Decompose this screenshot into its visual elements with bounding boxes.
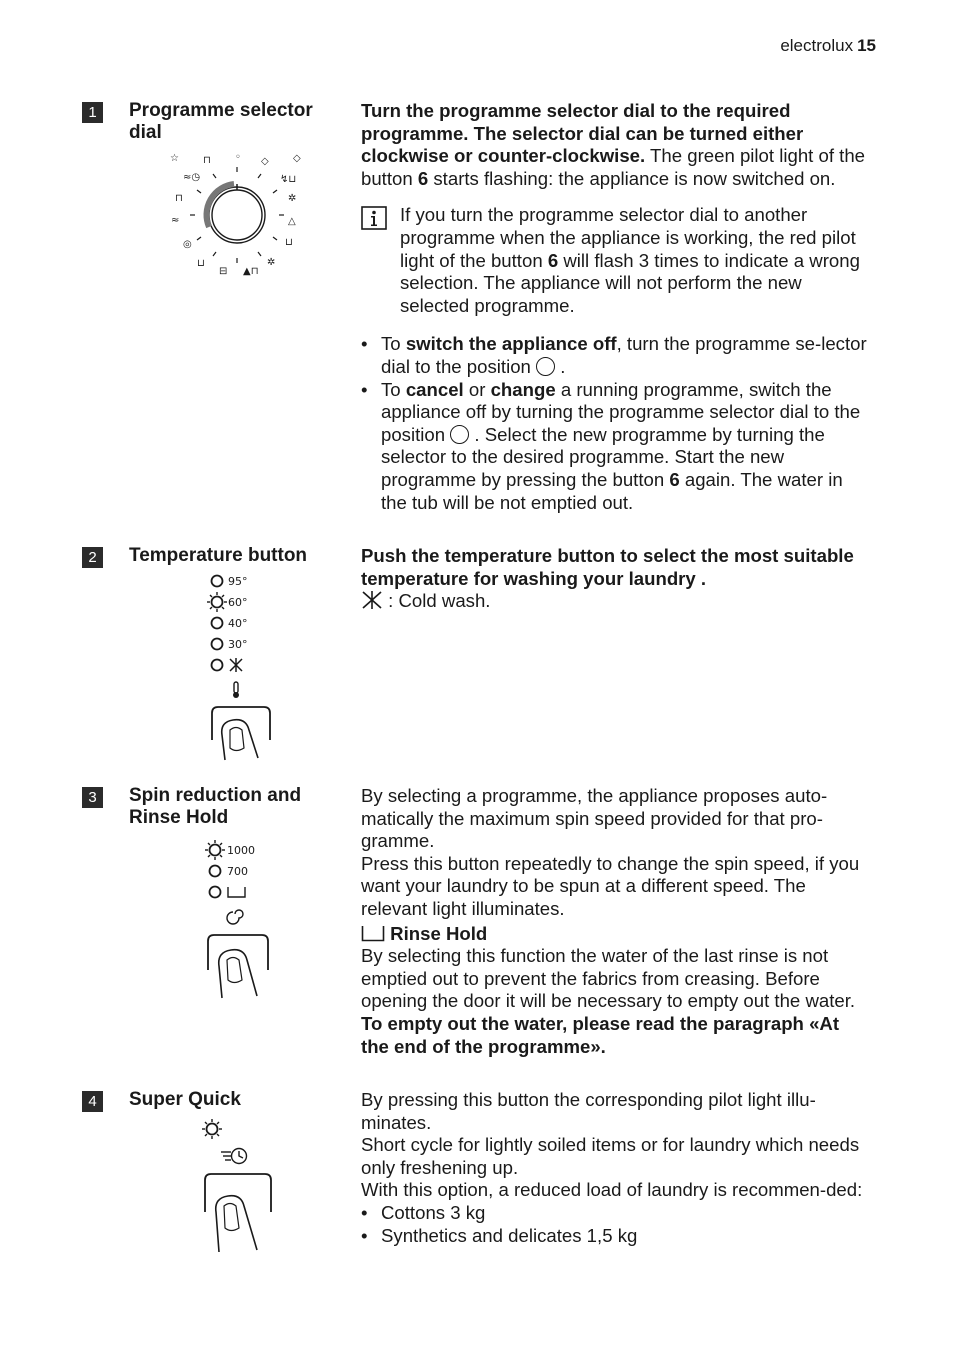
- svg-text:⊓: ⊓: [175, 193, 183, 204]
- bullet-cancel-b: or: [463, 378, 491, 400]
- programme-intro-text-b: starts flashing: the appliance is now switched on.: [428, 167, 836, 189]
- off-position-icon: [536, 357, 555, 376]
- section-number-3: 3: [82, 787, 103, 808]
- svg-text:⊔: ⊔: [285, 237, 293, 248]
- bullet-switch-off-a: To: [381, 333, 406, 355]
- section-title-spin: Spin reduction and Rinse Hold: [129, 785, 302, 828]
- programme-intro: [361, 100, 871, 190]
- off-position-icon: [450, 425, 469, 444]
- load-item-synthetics: • Synthetics and delicates 1,5 kg: [361, 1225, 871, 1248]
- svg-text:↯⊔: ↯⊔: [280, 174, 297, 185]
- bullet-cancel-change: [361, 379, 871, 515]
- empty-water-note: [361, 1013, 871, 1058]
- temp-95: 95°: [228, 575, 248, 588]
- svg-text:⊔: ⊔: [197, 258, 205, 269]
- rinse-hold-icon: [361, 924, 385, 942]
- spin-paragraph-2: Press this button repeatedly to change the spin speed, if you want your laundry to be spun at a different speed. The relevant light illuminates.: [361, 852, 860, 919]
- svg-text:▲⊓: ▲⊓: [243, 266, 259, 277]
- lit-indicator-icon: [202, 1119, 222, 1139]
- super-quick-icon: [221, 1149, 247, 1164]
- programme-intro-bold: Turn the programme selector dial to the required programme. The selector dial can be turned either clockwise or counter-clockwise.: [361, 100, 804, 167]
- speed-1000: 1000: [227, 844, 255, 857]
- super-quick-paragraph-2: Short cycle for lightly soiled items or for laundry which needs only freshening up.: [361, 1134, 860, 1178]
- section-body-programme-selector: [361, 100, 871, 514]
- programme-bullets: [361, 333, 871, 514]
- svg-text:✲: ✲: [288, 193, 297, 204]
- section-body-super-quick: [361, 1089, 871, 1247]
- page-number: 15: [857, 36, 876, 55]
- temp-40: 40°: [228, 617, 248, 630]
- bullet-cancel-a: To: [381, 378, 406, 400]
- temperature-button-illustration: [200, 570, 280, 770]
- super-quick-paragraph-1: By pressing this button the corresponding pilot light illu-minates.: [361, 1089, 816, 1133]
- lit-indicator-icon: [207, 592, 227, 612]
- note-button-ref-6: 6: [547, 249, 559, 271]
- section-number-1: 1: [82, 102, 103, 123]
- section-title-programme-selector: Programme selector dial: [129, 100, 313, 143]
- bullet-cancel-c: a running programme, switch the appliance off by turning the programme selector dial to the position: [381, 378, 861, 445]
- section-title-super-quick: Super Quick: [129, 1089, 241, 1110]
- load-list: [361, 1202, 871, 1247]
- section-number-2: 2: [82, 547, 103, 568]
- section-body-temperature: [361, 545, 871, 613]
- cold-wash-line: [361, 590, 871, 613]
- cold-wash-icon: [230, 658, 242, 672]
- rinse-hold-heading: [361, 923, 871, 946]
- page-header: [780, 36, 876, 56]
- rinse-hold-title: Rinse Hold: [390, 922, 488, 944]
- svg-text:⊓: ⊓: [203, 155, 211, 166]
- temperature-lead-bold: Push the temperature button to select the most suitable temperature for washing your laundry .: [361, 545, 854, 589]
- bullet-cancel-e: again. The water in the tub will be not emptied out.: [381, 468, 843, 513]
- spin-button-illustration: [200, 838, 280, 1018]
- info-icon: [361, 206, 387, 230]
- bullet-cancel-bold: cancel: [405, 378, 464, 400]
- section-title-temperature: Temperature button: [129, 545, 308, 566]
- svg-text:≈◷: ≈◷: [183, 172, 201, 183]
- info-note: [361, 204, 871, 317]
- svg-text:◎: ◎: [183, 239, 192, 250]
- svg-text:⊟: ⊟: [219, 266, 228, 277]
- rinse-hold-icon: [228, 887, 245, 897]
- lit-indicator-icon: [205, 840, 225, 860]
- note-text-b: will flash 3 times to indicate a wrong selection. The appliance will not perform the new selected programme.: [400, 249, 860, 316]
- thermometer-icon: [233, 682, 239, 698]
- spin-paragraph-1: By selecting a programme, the appliance proposes auto-matically the maximum spin speed provided for that pro-gramme.: [361, 785, 828, 852]
- spin-icon: [227, 910, 243, 924]
- svg-text:◇: ◇: [293, 153, 301, 164]
- temperature-lead: [361, 545, 871, 590]
- bullet-change-bold: change: [490, 378, 556, 400]
- programme-intro-text-a: The green pilot light of the button: [361, 145, 866, 189]
- svg-text:◇: ◇: [261, 156, 269, 167]
- cold-wash-icon: [361, 590, 383, 610]
- bullet-switch-off-bold: switch the appliance off: [405, 333, 617, 355]
- programme-dial-illustration: [165, 148, 310, 283]
- temp-30: 30°: [228, 638, 248, 651]
- speed-700: 700: [227, 865, 248, 878]
- svg-text:≈: ≈: [171, 215, 180, 226]
- empty-water-note-bold: To empty out the water, please read the paragraph «At the end of the programme».: [361, 1012, 840, 1057]
- button-ref-6: 6: [417, 167, 429, 189]
- rinse-hold-paragraph: By selecting this function the water of the last rinse is not emptied out to prevent the fabrics from creasing. Before opening the door it will be necessary to empty out the water.: [361, 945, 856, 1012]
- svg-text:△: △: [288, 216, 296, 227]
- bullet-switch-off: [361, 333, 871, 378]
- temp-60: 60°: [228, 596, 248, 609]
- bullet-button-ref-6: 6: [669, 468, 680, 490]
- svg-text:◦: ◦: [235, 152, 241, 163]
- cold-wash-text: : Cold wash.: [383, 590, 491, 612]
- note-text-a: If you turn the programme selector dial to another programme when the appliance is working, the red pilot light of the button: [400, 204, 856, 271]
- bullet-switch-off-b: , turn the programme se-lector dial to the position: [381, 333, 867, 377]
- svg-text:✲: ✲: [267, 257, 276, 268]
- bullet-cancel-d: . Select the new programme by turning the selector to the desired programme. Start the new programme by pressing the button: [381, 423, 825, 490]
- section-number-4: 4: [82, 1091, 103, 1112]
- bullet-switch-off-c: .: [555, 355, 566, 377]
- brand-name: electrolux: [780, 36, 854, 55]
- load-item-cottons: • Cottons 3 kg: [361, 1202, 871, 1225]
- super-quick-button-illustration: [195, 1112, 285, 1262]
- svg-text:☆: ☆: [170, 153, 179, 164]
- section-body-spin: [361, 785, 871, 1058]
- super-quick-paragraph-3: With this option, a reduced load of laundry is recommen-ded:: [361, 1179, 863, 1201]
